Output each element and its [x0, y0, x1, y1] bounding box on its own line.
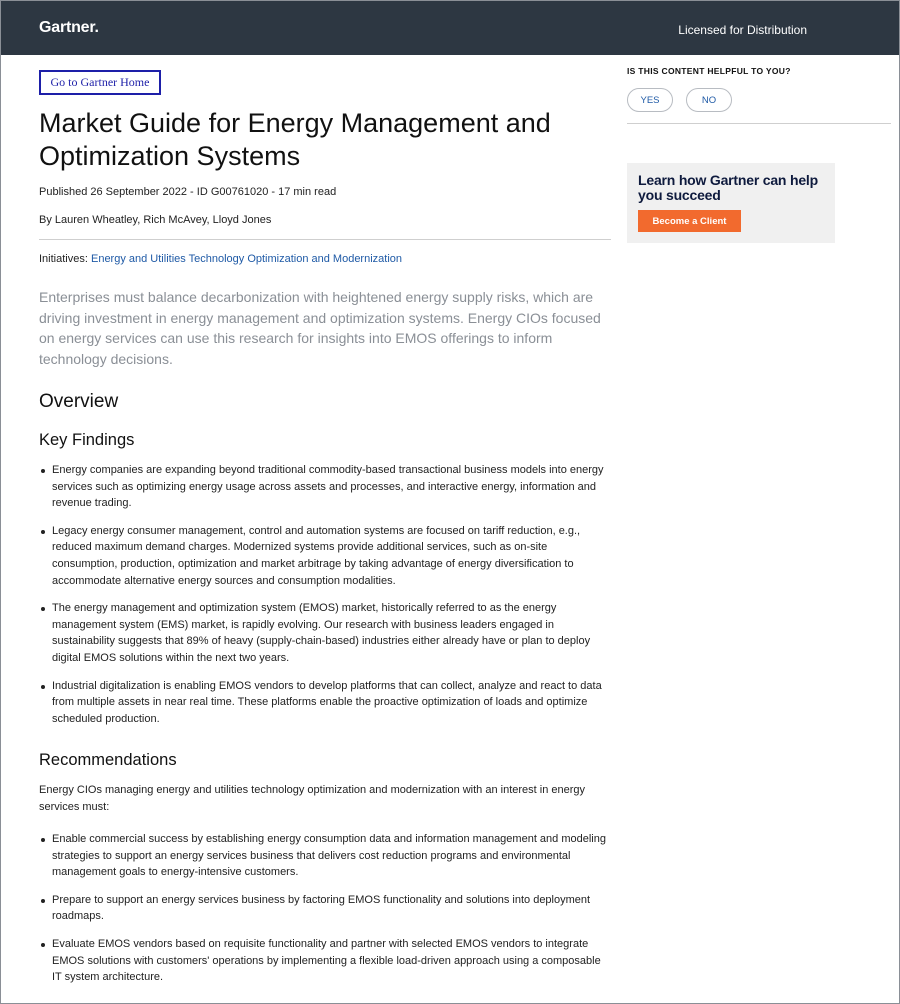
recommendations-heading: Recommendations	[39, 751, 177, 769]
list-item: Energy companies are expanding beyond traditional commodity-based transactional business models into energy services such as optimizing energy usage across assets and processes, and interactive energy, information and revenue trading.	[39, 462, 611, 512]
gartner-logo[interactable]: Gartner.	[39, 19, 99, 36]
key-findings-heading: Key Findings	[39, 431, 135, 449]
helpful-question: IS THIS CONTENT HELPFUL TO YOU?	[627, 66, 791, 76]
promo-box	[627, 163, 835, 243]
recommendations-list	[39, 831, 611, 986]
list-item: The energy management and optimization system (EMOS) market, historically referred to as the energy management system (EMS) market, is rapidly evolving. Our research with business leaders engaged in sustainability suggests that 89% of heavy (supply-chain-based) industries either already have or plan to deploy digital EMOS solutions within the next two years.	[39, 600, 611, 666]
list-item: Industrial digitalization is enabling EMOS vendors to develop platforms that can collect, analyze and react to data from multiple assets in near real time. These platforms enable the proactive optimization of loads and optimize scheduled production.	[39, 678, 611, 728]
recommendations-intro: Energy CIOs managing energy and utilities technology optimization and modernization with an interest in energy services must:	[39, 784, 586, 813]
overview-heading: Overview	[39, 391, 119, 412]
sidebar-divider	[627, 123, 891, 124]
go-to-home-button[interactable]: Go to Gartner Home	[39, 70, 161, 95]
article-summary: Enterprises must balance decarbonization with heightened energy supply risks, which are driving investment in energy management and optimization systems. Energy CIOs focused on energy services can use this research for insights into EMOS offerings to inform technology decisions.	[39, 289, 601, 368]
promo-title: Learn how Gartner can help you succeed	[638, 172, 818, 203]
key-findings-list	[39, 462, 611, 727]
published-info: Published 26 September 2022 - ID G00761020 - 17 min read	[39, 186, 337, 198]
top-header-bar	[1, 1, 899, 55]
initiatives-link[interactable]: Energy and Utilities Technology Optimization and Modernization	[90, 253, 403, 265]
page-title: Market Guide for Energy Management and Optimization Systems	[39, 108, 551, 171]
list-item: Legacy energy consumer management, control and automation systems are focused on tariff reduction, e.g., reduced maximum demand charges. Modernized systems provide additional services, such as on-site consumption, production, optimization and market arbitrage by taking advantage of energy diversification to accommodate alternative energy sources and consumption modalities.	[39, 523, 611, 589]
authors: By Lauren Wheatley, Rich McAvey, Lloyd Jones	[39, 214, 272, 226]
divider	[39, 239, 611, 240]
yes-button[interactable]: YES	[627, 88, 673, 112]
list-item: Evaluate EMOS vendors based on requisite functionality and partner with selected EMOS vendors to integrate EMOS solutions with customers' operations by implementing a flexible load-driven approach using a composable IT system architecture.	[39, 936, 611, 986]
initiatives-line	[39, 253, 402, 265]
list-item: Prepare to support an energy services business by factoring EMOS functionality and solutions into deployment roadmaps.	[39, 892, 611, 925]
licensed-label: Licensed for Distribution	[678, 23, 807, 37]
list-item: Enable commercial success by establishing energy consumption data and information management and modeling strategies to support an energy services business that delivers cost reduction programs and environmental management goals to energy-intensive customers.	[39, 831, 611, 881]
initiatives-label: Initiatives:	[39, 253, 88, 265]
no-button[interactable]: NO	[686, 88, 732, 112]
become-client-button[interactable]: Become a Client	[638, 210, 741, 232]
